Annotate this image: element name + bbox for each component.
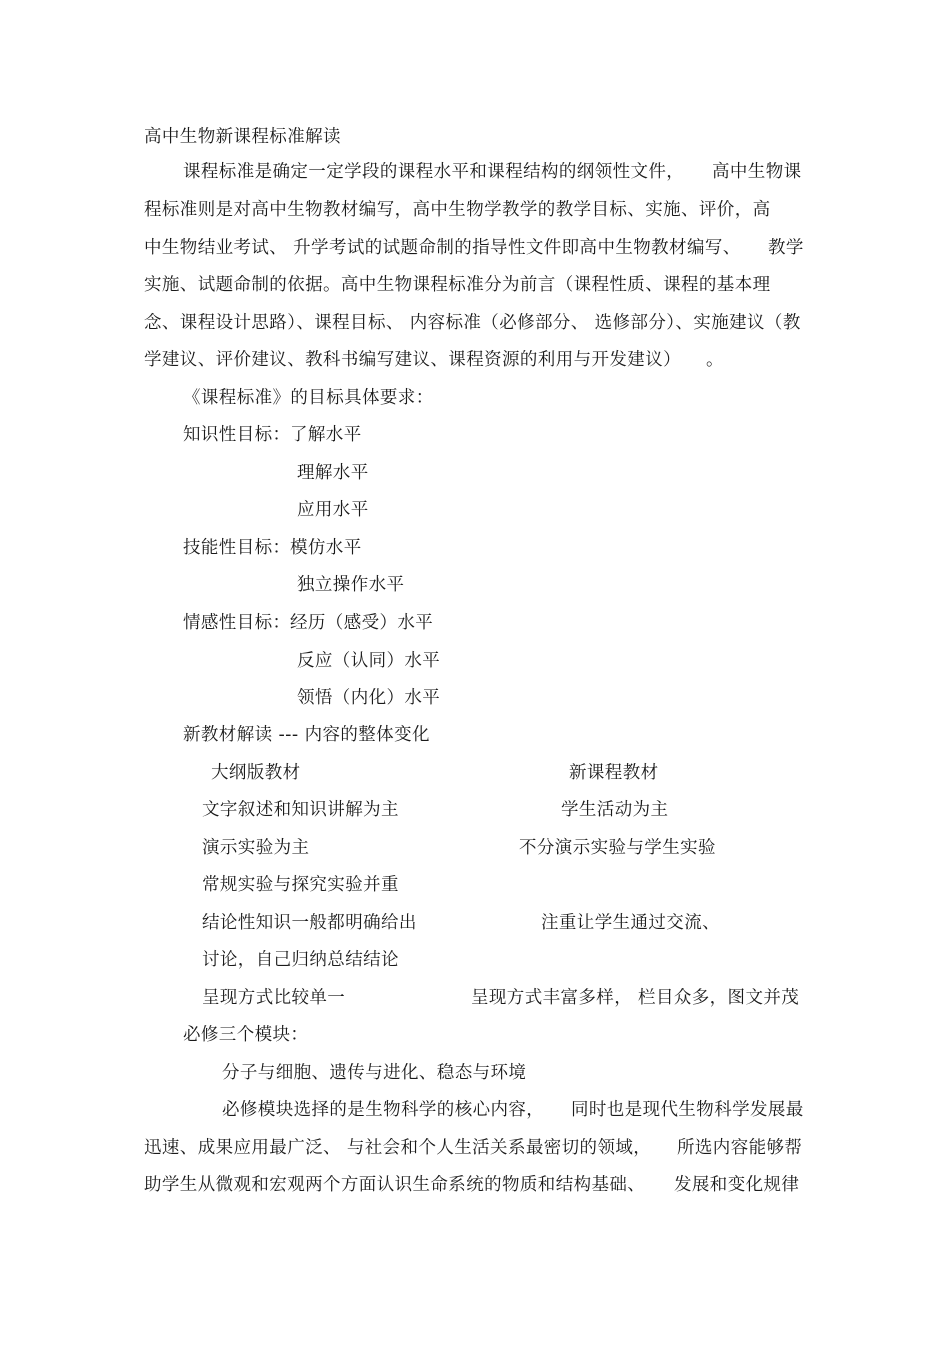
comparison-col-old: 大纲版教材 (211, 763, 301, 783)
knowledge-goal-label: 知识性目标： (183, 425, 291, 445)
modules-para-line-1b: 同时也是现代生物科学发展最 (571, 1100, 804, 1120)
intro-line-1b: 高中生物课 (712, 162, 802, 182)
goals-heading: 《课程标准》的目标具体要求： (183, 388, 434, 408)
intro-line-2: 程标准则是对高中生物教材编写，高中生物学教学的教学目标、实施、评价，高 (144, 200, 771, 220)
intro-line-3b: 教学 (768, 238, 804, 258)
intro-line-5: 念、课程设计思路）、课程目标、 内容标准（必修部分、 选修部分）、实施建议（教 (144, 313, 801, 333)
comparison-old-cell: 呈现方式比较单一 (202, 988, 346, 1008)
intro-line-3a: 中生物结业考试、 升学考试的试题命制的指导性文件即高中生物教材编写、 (144, 238, 741, 258)
modules-para-line-1a: 必修模块选择的是生物科学的核心内容， (222, 1100, 545, 1120)
modules-list: 分子与细胞、遗传与进化、稳态与环境 (222, 1063, 527, 1083)
comparison-new-cell: 学生活动为主 (561, 800, 669, 820)
skill-goal-item: 模仿水平 (290, 538, 362, 558)
skill-goal-label: 技能性目标： (183, 538, 291, 558)
comparison-new-cell: 注重让学生通过交流、 (541, 913, 720, 933)
skill-goal-item: 独立操作水平 (297, 575, 405, 595)
comparison-old-cell: 演示实验为主 (202, 838, 310, 858)
modules-heading: 必修三个模块： (183, 1025, 309, 1045)
modules-para-line-3a: 助学生从微观和宏观两个方面认识生命系统的物质和结构基础、 (144, 1175, 646, 1195)
knowledge-goal-item: 理解水平 (297, 463, 369, 483)
knowledge-goal-item: 应用水平 (297, 500, 369, 520)
intro-line-6a: 学建议、评价建议、教科书编写建议、课程资源的利用与开发建议） (144, 350, 681, 370)
modules-para-line-2a: 迅速、成果应用最广泛、 与社会和个人生活关系最密切的领域， (144, 1138, 652, 1158)
emotion-goal-item: 经历（感受）水平 (290, 613, 434, 633)
knowledge-goal-item: 了解水平 (290, 425, 362, 445)
comparison-heading: 新教材解读 --- 内容的整体变化 (183, 725, 430, 745)
emotion-goal-label: 情感性目标： (183, 613, 291, 633)
page-title: 高中生物新课程标准解读 (144, 127, 341, 147)
intro-line-6b: 。 (706, 350, 724, 370)
comparison-new-cell: 不分演示实验与学生实验 (519, 838, 716, 858)
modules-para-line-3b: 发展和变化规律 (674, 1175, 800, 1195)
intro-line-4: 实施、试题命制的依据。高中生物课程标准分为前言（课程性质、课程的基本理 (144, 275, 771, 295)
comparison-old-cell: 讨论，自己归纳总结结论 (202, 950, 399, 970)
comparison-col-new: 新课程教材 (569, 763, 659, 783)
comparison-old-cell: 常规实验与探究实验并重 (202, 875, 399, 895)
emotion-goal-item: 反应（认同）水平 (297, 651, 441, 671)
comparison-new-cell: 呈现方式丰富多样， 栏目众多，图文并茂 (471, 988, 800, 1008)
comparison-old-cell: 文字叙述和知识讲解为主 (202, 800, 399, 820)
modules-para-line-2b: 所选内容能够帮 (677, 1138, 803, 1158)
intro-line-1a: 课程标准是确定一定学段的课程水平和课程结构的纲领性文件， (183, 162, 685, 182)
comparison-old-cell: 结论性知识一般都明确给出 (202, 913, 417, 933)
emotion-goal-item: 领悟（内化）水平 (297, 688, 441, 708)
